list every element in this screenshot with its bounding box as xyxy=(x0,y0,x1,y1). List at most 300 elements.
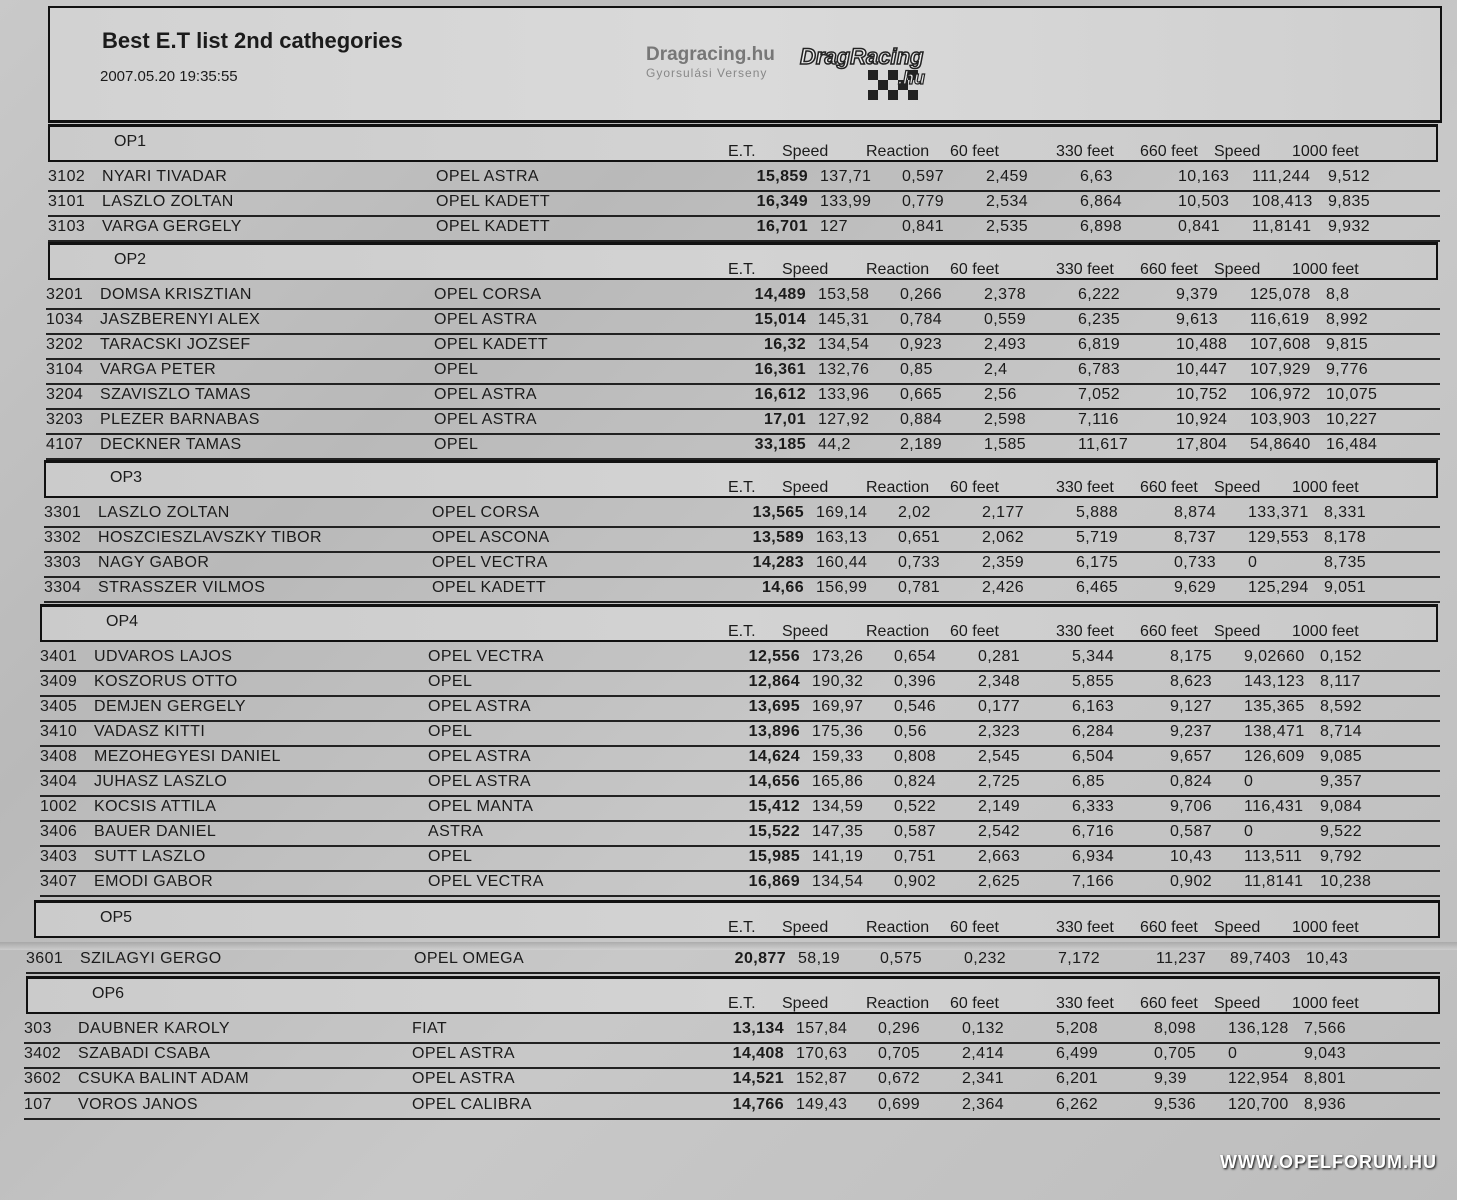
660ft-value: 0,733 xyxy=(1174,554,1217,571)
60ft-value: 2,323 xyxy=(978,723,1021,740)
1000ft-value: 8,801 xyxy=(1304,1070,1347,1087)
et-value: 20,877 xyxy=(734,950,786,967)
start-number: 1002 xyxy=(40,798,78,815)
car-model: OPEL KADETT xyxy=(436,193,551,210)
table-row xyxy=(44,579,1440,603)
driver-name: BAUER DANIEL xyxy=(94,823,217,840)
start-number: 3201 xyxy=(46,286,84,303)
reaction-value: 0,665 xyxy=(900,386,943,403)
330ft-value: 6,262 xyxy=(1056,1096,1099,1113)
start-number: 3301 xyxy=(44,504,82,521)
table-row xyxy=(24,1020,1440,1044)
column-header-f60: 60 feet xyxy=(950,995,999,1012)
report-title: Best E.T list 2nd cathegories xyxy=(102,28,403,53)
1000ft-value: 9,932 xyxy=(1328,218,1371,235)
column-header-reaction: Reaction xyxy=(866,479,930,496)
330ft-value: 6,235 xyxy=(1078,311,1121,328)
speed-value: 152,87 xyxy=(796,1070,848,1087)
driver-name: KOCSIS ATTILA xyxy=(94,798,217,815)
start-number: 3202 xyxy=(46,336,84,353)
driver-name: VOROS JANOS xyxy=(78,1096,198,1113)
reaction-value: 0,651 xyxy=(898,529,941,546)
60ft-value: 2,598 xyxy=(984,411,1027,428)
table-row xyxy=(40,873,1440,897)
start-number: 3303 xyxy=(44,554,82,571)
car-model: OPEL ASTRA xyxy=(428,773,531,790)
logo-text-domain: .hu xyxy=(898,68,925,88)
330ft-value: 5,344 xyxy=(1072,648,1115,665)
category-header-op6 xyxy=(26,976,1440,1014)
driver-name: MEZOHEGYESI DANIEL xyxy=(94,748,281,765)
660ft-value: 10,752 xyxy=(1176,386,1228,403)
table-row xyxy=(40,773,1440,797)
car-model: OPEL xyxy=(428,848,473,865)
category-header-op5 xyxy=(34,900,1440,938)
60ft-value: 2,663 xyxy=(978,848,1021,865)
60ft-value: 2,534 xyxy=(986,193,1029,210)
driver-name: SZAVISZLO TAMAS xyxy=(100,386,251,403)
start-number: 303 xyxy=(24,1020,52,1037)
60ft-value: 2,56 xyxy=(984,386,1017,403)
column-header-f1000: 1000 feet xyxy=(1292,919,1359,936)
driver-name: STRASSZER VILMOS xyxy=(98,579,266,596)
330ft-value: 6,175 xyxy=(1076,554,1119,571)
speed2-value: 125,294 xyxy=(1248,579,1309,596)
speed-value: 190,32 xyxy=(812,673,864,690)
column-header-et: E.T. xyxy=(728,919,756,936)
1000ft-value: 8,8 xyxy=(1326,286,1350,303)
60ft-value: 0,232 xyxy=(964,950,1007,967)
330ft-value: 6,499 xyxy=(1056,1045,1099,1062)
660ft-value: 0,587 xyxy=(1170,823,1213,840)
table-row xyxy=(46,286,1440,310)
reaction-value: 0,784 xyxy=(900,311,943,328)
column-header-et: E.T. xyxy=(728,479,756,496)
60ft-value: 2,378 xyxy=(984,286,1027,303)
column-header-reaction: Reaction xyxy=(866,261,930,278)
speed-value: 44,2 xyxy=(818,436,851,453)
start-number: 3203 xyxy=(46,411,84,428)
driver-name: HOSZCIESZLAVSZKY TIBOR xyxy=(98,529,322,546)
1000ft-value: 8,714 xyxy=(1320,723,1363,740)
category-header-op1 xyxy=(48,124,1438,162)
column-header-speed2: Speed xyxy=(1214,995,1261,1012)
driver-name: JASZBERENYI ALEX xyxy=(100,311,261,328)
660ft-value: 0,705 xyxy=(1154,1045,1197,1062)
60ft-value: 2,725 xyxy=(978,773,1021,790)
60ft-value: 2,414 xyxy=(962,1045,1005,1062)
driver-name: VADASZ KITTI xyxy=(94,723,206,740)
reaction-value: 0,781 xyxy=(898,579,941,596)
330ft-value: 6,864 xyxy=(1080,193,1123,210)
speed-value: 134,54 xyxy=(812,873,864,890)
reaction-value: 0,779 xyxy=(902,193,945,210)
start-number: 3204 xyxy=(46,386,84,403)
330ft-value: 6,898 xyxy=(1080,218,1123,235)
speed2-value: 108,413 xyxy=(1252,193,1313,210)
start-number: 3304 xyxy=(44,579,82,596)
forum-watermark: WWW.OPELFORUM.HU xyxy=(1220,1152,1437,1172)
speed-value: 149,43 xyxy=(796,1096,848,1113)
660ft-value: 10,43 xyxy=(1170,848,1213,865)
60ft-value: 2,364 xyxy=(962,1096,1005,1113)
driver-name: NAGY GABOR xyxy=(98,554,210,571)
330ft-value: 7,116 xyxy=(1078,411,1119,428)
table-row xyxy=(46,361,1440,385)
1000ft-value: 9,051 xyxy=(1324,579,1367,596)
column-header-speed2: Speed xyxy=(1214,479,1261,496)
dragracing-logo-icon xyxy=(798,30,948,106)
column-header-speed2: Speed xyxy=(1214,623,1261,640)
speed2-value: 116,431 xyxy=(1244,798,1304,815)
speed2-value: 9,02660 xyxy=(1244,648,1305,665)
1000ft-value: 9,792 xyxy=(1320,848,1363,865)
start-number: 3103 xyxy=(48,218,86,235)
start-number: 3410 xyxy=(40,723,78,740)
330ft-value: 7,052 xyxy=(1078,386,1121,403)
table-row xyxy=(44,554,1440,578)
table-row xyxy=(48,168,1440,192)
category-name: OP5 xyxy=(100,909,133,926)
speed-value: 127,92 xyxy=(818,411,870,428)
start-number: 3602 xyxy=(24,1070,62,1087)
60ft-value: 2,493 xyxy=(984,336,1027,353)
reaction-value: 0,575 xyxy=(880,950,923,967)
60ft-value: 2,149 xyxy=(978,798,1021,815)
et-value: 13,134 xyxy=(732,1020,784,1037)
reaction-value: 0,699 xyxy=(878,1096,921,1113)
speed-value: 58,19 xyxy=(798,950,841,967)
reaction-value: 0,296 xyxy=(878,1020,921,1037)
speed-value: 134,54 xyxy=(818,336,870,353)
330ft-value: 7,166 xyxy=(1072,873,1115,890)
et-value: 14,66 xyxy=(761,579,804,596)
report-datetime: 2007.05.20 19:35:55 xyxy=(100,68,238,85)
330ft-value: 6,465 xyxy=(1076,579,1119,596)
660ft-value: 9,127 xyxy=(1170,698,1213,715)
car-model: OPEL CORSA xyxy=(434,286,542,303)
speed-value: 133,96 xyxy=(818,386,870,403)
330ft-value: 6,284 xyxy=(1072,723,1115,740)
car-model: OPEL VECTRA xyxy=(432,554,548,571)
driver-name: JUHASZ LASZLO xyxy=(94,773,228,790)
column-header-f1000: 1000 feet xyxy=(1292,479,1359,496)
category-header-op4 xyxy=(40,604,1438,642)
660ft-value: 8,874 xyxy=(1174,504,1217,521)
driver-name: SZILAGYI GERGO xyxy=(80,950,222,967)
start-number: 1034 xyxy=(46,311,84,328)
column-header-f60: 60 feet xyxy=(950,261,999,278)
table-row xyxy=(40,823,1440,847)
car-model: OPEL xyxy=(428,673,473,690)
column-header-speed: Speed xyxy=(782,919,829,936)
reaction-value: 0,841 xyxy=(902,218,945,235)
et-value: 14,283 xyxy=(752,554,804,571)
1000ft-value: 9,522 xyxy=(1320,823,1363,840)
car-model: OPEL KADETT xyxy=(432,579,547,596)
reaction-value: 0,654 xyxy=(894,648,937,665)
reaction-value: 0,884 xyxy=(900,411,943,428)
car-model: OPEL ASTRA xyxy=(434,311,537,328)
column-header-et: E.T. xyxy=(728,261,756,278)
table-row xyxy=(24,1070,1440,1094)
330ft-value: 6,819 xyxy=(1078,336,1121,353)
reaction-value: 0,902 xyxy=(894,873,937,890)
et-value: 15,014 xyxy=(754,311,806,328)
speed2-value: 133,371 xyxy=(1248,504,1309,521)
60ft-value: 2,545 xyxy=(978,748,1021,765)
start-number: 3404 xyxy=(40,773,78,790)
column-header-f660: 660 feet xyxy=(1140,479,1198,496)
paper-fold xyxy=(0,942,1457,950)
660ft-value: 10,447 xyxy=(1176,361,1228,378)
table-row xyxy=(40,848,1440,872)
1000ft-value: 9,835 xyxy=(1328,193,1371,210)
et-value: 16,361 xyxy=(754,361,806,378)
speed-value: 165,86 xyxy=(812,773,864,790)
column-header-f330: 330 feet xyxy=(1056,143,1114,160)
column-header-f1000: 1000 feet xyxy=(1292,261,1359,278)
car-model: OPEL VECTRA xyxy=(428,873,544,890)
category-name: OP4 xyxy=(106,613,139,630)
speed-value: 173,26 xyxy=(812,648,864,665)
column-header-et: E.T. xyxy=(728,623,756,640)
reaction-value: 0,546 xyxy=(894,698,937,715)
column-header-reaction: Reaction xyxy=(866,143,930,160)
speed-value: 160,44 xyxy=(816,554,868,571)
speed-value: 137,71 xyxy=(820,168,872,185)
table-row xyxy=(40,798,1440,822)
660ft-value: 0,824 xyxy=(1170,773,1213,790)
car-model: OPEL ASTRA xyxy=(428,748,531,765)
speed2-value: 129,553 xyxy=(1248,529,1309,546)
start-number: 3409 xyxy=(40,673,78,690)
speed-value: 145,31 xyxy=(818,311,870,328)
et-value: 13,896 xyxy=(748,723,800,740)
driver-name: SZABADI CSABA xyxy=(78,1045,211,1062)
60ft-value: 2,542 xyxy=(978,823,1021,840)
column-header-speed: Speed xyxy=(782,995,829,1012)
car-model: OPEL ASTRA xyxy=(436,168,539,185)
car-model: OPEL xyxy=(434,361,479,378)
category-name: OP1 xyxy=(114,133,147,150)
speed-value: 170,63 xyxy=(796,1045,848,1062)
speed2-value: 107,608 xyxy=(1250,336,1311,353)
driver-name: DAUBNER KAROLY xyxy=(78,1020,231,1037)
table-row xyxy=(46,336,1440,360)
660ft-value: 10,503 xyxy=(1178,193,1230,210)
driver-name: LASZLO ZOLTAN xyxy=(98,504,230,521)
speed2-value: 126,609 xyxy=(1244,748,1305,765)
reaction-value: 0,672 xyxy=(878,1070,921,1087)
column-header-f660: 660 feet xyxy=(1140,261,1198,278)
start-number: 4107 xyxy=(46,436,84,453)
reaction-value: 0,923 xyxy=(900,336,943,353)
column-header-f330: 330 feet xyxy=(1056,919,1114,936)
et-value: 14,766 xyxy=(732,1096,784,1113)
660ft-value: 9,237 xyxy=(1170,723,1213,740)
1000ft-value: 8,331 xyxy=(1324,504,1367,521)
60ft-value: 2,625 xyxy=(978,873,1021,890)
column-header-f60: 60 feet xyxy=(950,919,999,936)
table-row xyxy=(46,411,1440,435)
driver-name: DECKNER TAMAS xyxy=(100,436,242,453)
table-row xyxy=(24,1096,1440,1120)
et-value: 16,701 xyxy=(756,218,808,235)
1000ft-value: 8,117 xyxy=(1320,673,1361,690)
column-header-reaction: Reaction xyxy=(866,995,930,1012)
1000ft-value: 10,43 xyxy=(1306,950,1349,967)
660ft-value: 9,39 xyxy=(1154,1070,1187,1087)
330ft-value: 5,855 xyxy=(1072,673,1115,690)
reaction-value: 0,751 xyxy=(894,848,937,865)
driver-name: LASZLO ZOLTAN xyxy=(102,193,234,210)
660ft-value: 8,623 xyxy=(1170,673,1213,690)
start-number: 3102 xyxy=(48,168,86,185)
car-model: ASTRA xyxy=(428,823,484,840)
start-number: 3601 xyxy=(26,950,64,967)
column-header-et: E.T. xyxy=(728,995,756,1012)
category-header-op3 xyxy=(44,460,1438,498)
column-header-speed: Speed xyxy=(782,479,829,496)
start-number: 3406 xyxy=(40,823,78,840)
330ft-value: 6,716 xyxy=(1072,823,1115,840)
driver-name: DOMSA KRISZTIAN xyxy=(100,286,252,303)
660ft-value: 9,657 xyxy=(1170,748,1213,765)
60ft-value: 0,281 xyxy=(978,648,1021,665)
table-row xyxy=(46,386,1440,410)
660ft-value: 0,841 xyxy=(1178,218,1221,235)
et-value: 16,349 xyxy=(756,193,808,210)
330ft-value: 6,85 xyxy=(1072,773,1105,790)
et-value: 16,612 xyxy=(754,386,806,403)
et-value: 13,589 xyxy=(752,529,804,546)
speed2-value: 0 xyxy=(1244,773,1254,790)
speed2-value: 116,619 xyxy=(1250,311,1310,328)
car-model: OPEL ASTRA xyxy=(412,1045,515,1062)
speed2-value: 122,954 xyxy=(1228,1070,1289,1087)
driver-name: PLEZER BARNABAS xyxy=(100,411,260,428)
table-row xyxy=(26,950,1440,974)
reaction-value: 0,396 xyxy=(894,673,937,690)
reaction-value: 2,02 xyxy=(898,504,931,521)
60ft-value: 2,459 xyxy=(986,168,1029,185)
reaction-value: 0,733 xyxy=(898,554,941,571)
speed-value: 175,36 xyxy=(812,723,864,740)
start-number: 3401 xyxy=(40,648,78,665)
car-model: OPEL ASTRA xyxy=(434,386,537,403)
et-value: 17,01 xyxy=(763,411,806,428)
table-row xyxy=(40,698,1440,722)
et-value: 12,864 xyxy=(748,673,800,690)
1000ft-value: 10,075 xyxy=(1326,386,1378,403)
start-number: 107 xyxy=(24,1096,52,1113)
60ft-value: 2,535 xyxy=(986,218,1029,235)
60ft-value: 2,4 xyxy=(984,361,1008,378)
car-model: OPEL CALIBRA xyxy=(412,1096,532,1113)
speed-value: 169,14 xyxy=(816,504,868,521)
1000ft-value: 9,085 xyxy=(1320,748,1363,765)
1000ft-value: 9,776 xyxy=(1326,361,1369,378)
column-header-speed: Speed xyxy=(782,143,829,160)
driver-name: VARGA GERGELY xyxy=(102,218,242,235)
start-number: 3405 xyxy=(40,698,78,715)
column-header-reaction: Reaction xyxy=(866,919,930,936)
330ft-value: 5,888 xyxy=(1076,504,1119,521)
driver-name: SUTT LASZLO xyxy=(94,848,206,865)
start-number: 3104 xyxy=(46,361,84,378)
et-value: 14,521 xyxy=(732,1070,784,1087)
1000ft-value: 9,084 xyxy=(1320,798,1363,815)
660ft-value: 10,163 xyxy=(1178,168,1230,185)
table-row xyxy=(46,436,1440,460)
column-header-speed: Speed xyxy=(782,623,829,640)
speed2-value: 138,471 xyxy=(1244,723,1305,740)
table-row xyxy=(24,1045,1440,1069)
column-header-f660: 660 feet xyxy=(1140,919,1198,936)
speed2-value: 143,123 xyxy=(1244,673,1305,690)
column-header-speed: Speed xyxy=(782,261,829,278)
1000ft-value: 9,512 xyxy=(1328,168,1371,185)
brand-subtitle: Gyorsulási Verseny xyxy=(646,66,768,80)
reaction-value: 0,587 xyxy=(894,823,937,840)
speed-value: 141,19 xyxy=(812,848,864,865)
driver-name: NYARI TIVADAR xyxy=(102,168,228,185)
column-header-et: E.T. xyxy=(728,143,756,160)
car-model: OPEL KADETT xyxy=(436,218,551,235)
660ft-value: 8,175 xyxy=(1170,648,1213,665)
660ft-value: 8,098 xyxy=(1154,1020,1197,1037)
speed2-value: 54,8640 xyxy=(1250,436,1311,453)
driver-name: VARGA PETER xyxy=(100,361,217,378)
1000ft-value: 8,735 xyxy=(1324,554,1367,571)
1000ft-value: 10,227 xyxy=(1326,411,1378,428)
speed-value: 163,13 xyxy=(816,529,868,546)
speed2-value: 0 xyxy=(1248,554,1258,571)
60ft-value: 0,559 xyxy=(984,311,1027,328)
speed2-value: 11,8141 xyxy=(1252,218,1312,235)
1000ft-value: 16,484 xyxy=(1326,436,1378,453)
et-value: 15,412 xyxy=(748,798,800,815)
speed2-value: 135,365 xyxy=(1244,698,1305,715)
speed-value: 157,84 xyxy=(796,1020,848,1037)
start-number: 3402 xyxy=(24,1045,62,1062)
speed2-value: 103,903 xyxy=(1250,411,1311,428)
start-number: 3408 xyxy=(40,748,78,765)
speed2-value: 120,700 xyxy=(1228,1096,1289,1113)
60ft-value: 0,132 xyxy=(962,1020,1005,1037)
driver-name: KOSZORUS OTTO xyxy=(94,673,238,690)
reaction-value: 0,266 xyxy=(900,286,943,303)
report-header xyxy=(48,6,1442,123)
1000ft-value: 8,936 xyxy=(1304,1096,1347,1113)
car-model: FIAT xyxy=(412,1020,448,1037)
1000ft-value: 9,043 xyxy=(1304,1045,1347,1062)
car-model: OPEL ASTRA xyxy=(428,698,531,715)
column-header-f60: 60 feet xyxy=(950,623,999,640)
et-value: 13,695 xyxy=(748,698,800,715)
column-header-f330: 330 feet xyxy=(1056,479,1114,496)
start-number: 3407 xyxy=(40,873,78,890)
60ft-value: 2,348 xyxy=(978,673,1021,690)
660ft-value: 8,737 xyxy=(1174,529,1217,546)
car-model: OPEL VECTRA xyxy=(428,648,544,665)
table-row xyxy=(40,723,1440,747)
et-value: 15,985 xyxy=(748,848,800,865)
reaction-value: 0,597 xyxy=(902,168,945,185)
660ft-value: 9,536 xyxy=(1154,1096,1197,1113)
speed2-value: 113,511 xyxy=(1244,848,1303,865)
